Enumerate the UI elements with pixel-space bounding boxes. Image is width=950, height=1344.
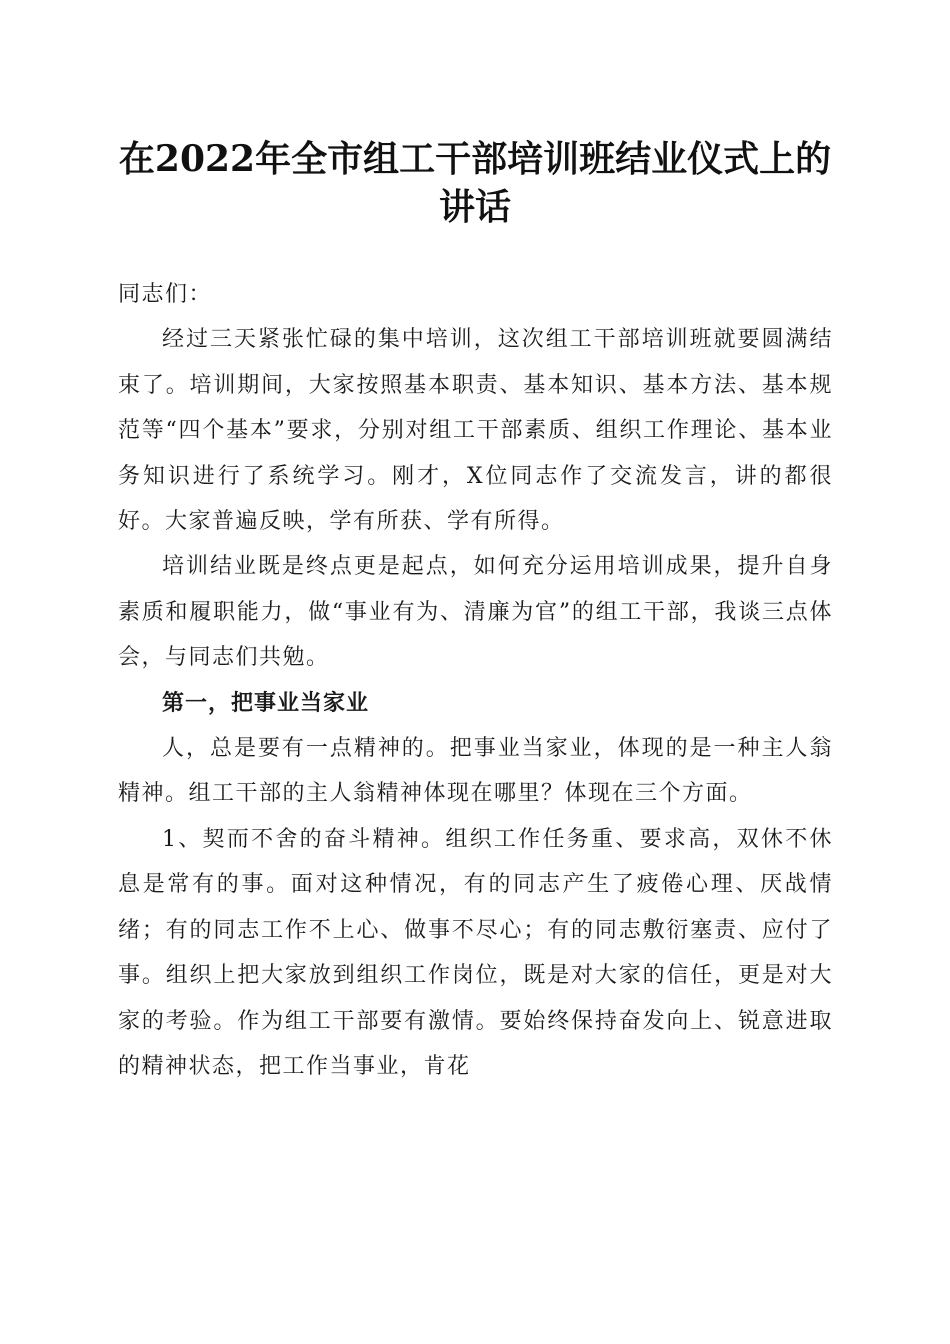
paragraph-section1-point1: 1、契而不舍的奋斗精神。组织工作任务重、要求高，双休不休息是常有的事。面对这种情况，有的同志产生了疲倦心理、厌战情绪；有的同志工作不上心、做事不尽心；有的同志敷衍塞责、应付了事。组织上把大家放到组织工作岗位，既是对大家的信任，更是对大家的考验。作为组工干部要有激情。要始终保持奋发向上、锐意进取的精神状态，把工作当事业，肯花 [118,826,833,1079]
title-line-1: 在2022年全市组工干部培训班结业仪式上的 [118,138,832,180]
paragraph-transition: 培训结业既是终点更是起点，如何充分运用培训成果，提升自身素质和履职能力，做“事业有为、清廉为官”的组工干部，我谈三点体会，与同志们共勉。 [118,554,833,671]
title-line-2: 讲话 [438,186,511,228]
document-title [100,135,850,231]
paragraph-section1-intro: 人，总是要有一点精神的。把事业当家业，体现的是一种主人翁精神。组工干部的主人翁精神体现在哪里？体现在三个方面。 [118,736,833,807]
salutation: 同志们： [118,282,213,307]
paragraph-intro: 经过三天紧张忙碌的集中培训，这次组工干部培训班就要圆满结束了。培训期间，大家按照基本职责、基本知识、基本方法、基本规范等“四个基本”要求，分别对组工干部素质、组织工作理论、基本业务知识进行了系统学习。刚才，X位同志作了交流发言，讲的都很好。大家普遍反映，学有所获、学有所得。 [118,327,833,535]
section-heading-1: 第一，把事业当家业 [162,689,370,716]
document-body [118,272,833,1089]
